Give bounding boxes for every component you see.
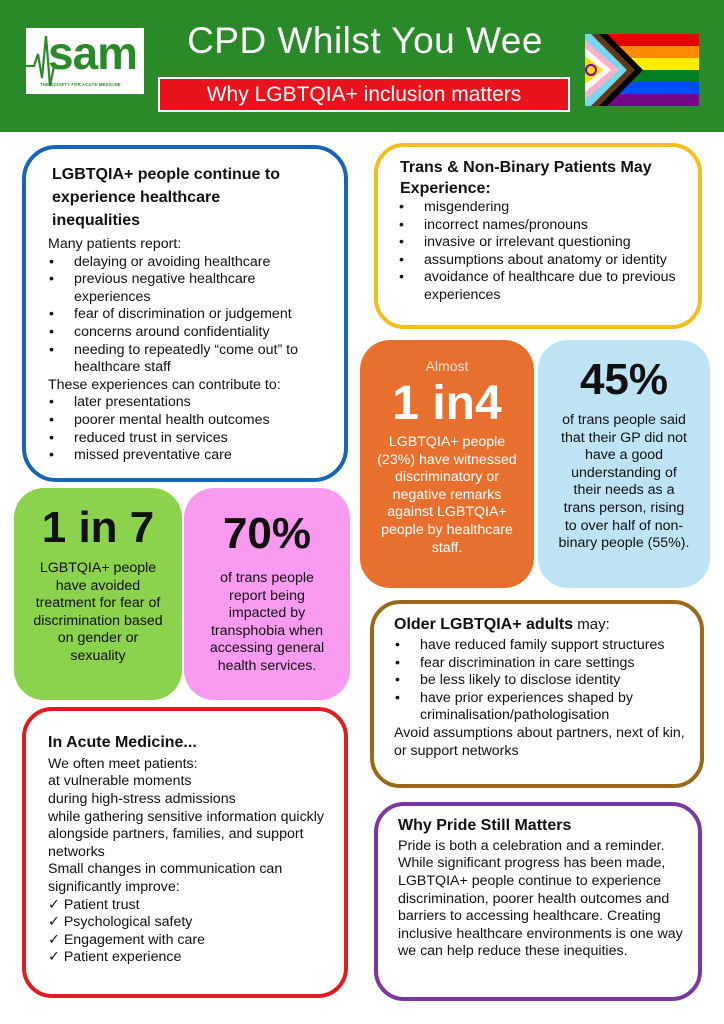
acute-medicine-title: In Acute Medicine...: [48, 734, 197, 751]
stat-figure: 45%: [579, 355, 669, 404]
header-banner: [0, 0, 724, 132]
list-item: • delaying or avoiding healthcare: [48, 254, 330, 272]
list-item: • have reduced family support structures: [394, 637, 688, 655]
list-item: • fear of discrimination or judgement: [48, 306, 330, 324]
list-item: • concerns around confidentiality: [48, 324, 330, 342]
acute-moment: at vulnerable moments: [48, 773, 192, 790]
list-item: • invasive or irrelevant questioning: [398, 234, 684, 252]
logo-tagline: THE SOCIETY FOR ACUTE MEDICINE: [40, 82, 121, 87]
inequalities-card: [22, 145, 348, 482]
list-item: • previous negative healthcare experiences: [48, 271, 330, 306]
outcomes-list: [48, 394, 330, 464]
check-item: ✓ Engagement with care: [48, 931, 205, 948]
stat-tile-1-in-7: [14, 488, 182, 700]
older-adults-heading: [394, 616, 688, 634]
stat-tile-1-in-4: [360, 340, 534, 588]
acute-medicine-card: [22, 707, 348, 998]
list-item: • missed preventative care: [48, 447, 330, 465]
page-title: CPD Whilst You Wee: [187, 20, 543, 61]
acute-improve: Small changes in communication can significantly improve:: [48, 861, 283, 895]
list-item: • reduced trust in services: [48, 430, 330, 448]
acute-moment: during high-stress admissions: [48, 790, 236, 807]
pride-text: Pride is both a celebration and a reminder. While significant progress has been made, LGBTQIA+ people continue to experience discrimination, poorer health outcomes and barriers to accessing healthcare. Creating inclusive healthcare environments is one way we can help reduce these inequities.: [398, 837, 683, 960]
older-adults-title-suffix: may:: [573, 616, 610, 633]
trans-nonbinary-card: [374, 143, 702, 329]
stat-figure: 1 in 7: [41, 503, 155, 552]
older-adults-title: Older LGBTQIA+ adults: [394, 616, 574, 633]
stat-figure: 70%: [222, 509, 312, 558]
list-item: • have prior experiences shaped by criminalisation/pathologisation: [394, 690, 688, 725]
acute-intro: We often meet patients:: [48, 755, 198, 772]
inequalities-intro: Many patients report:: [48, 236, 182, 252]
inequalities-outro: These experiences can contribute to:: [48, 376, 281, 393]
list-item: • later presentations: [48, 394, 330, 412]
stat-description: LGBTQIA+ people (23%) have witnessed discriminatory or negative remarks against LGBTQIA+ people by healthcare staff.: [377, 434, 517, 556]
stat-figure: 1 in4: [392, 377, 502, 430]
list-item: • fear discrimination in care settings: [394, 655, 688, 673]
list-item: • be less likely to disclose identity: [394, 672, 688, 690]
older-adults-card: [370, 600, 704, 788]
stat-description: LGBTQIA+ people have avoided treatment for fear of discrimination based on gender or sexuality: [33, 560, 163, 664]
trans-experience-list: [398, 199, 684, 305]
list-item: • assumptions about anatomy or identity: [398, 252, 684, 270]
reports-list: [48, 254, 330, 377]
stat-description: of trans people report being impacted by transphobia when accessing general health services.: [209, 570, 325, 674]
improvement-checklist: [48, 897, 332, 967]
list-item: • avoidance of healthcare due to previous experiences: [398, 269, 684, 304]
progress-pride-flag-icon: [585, 34, 699, 106]
stat-tile-45-percent: [538, 340, 710, 588]
list-item: • needing to repeatedly “come out” to healthcare staff: [48, 342, 330, 377]
page-subtitle: Why LGBTQIA+ inclusion matters: [158, 77, 570, 112]
trans-nonbinary-title: Trans & Non-Binary Patients May Experience:: [400, 159, 652, 197]
older-adults-footer: Avoid assumptions about partners, next of kin, or support networks: [394, 724, 685, 759]
inequalities-title: LGBTQIA+ people continue to experience healthcare inequalities: [52, 166, 280, 229]
acute-moment: alongside partners, families, and support networks: [48, 826, 304, 860]
list-item: • poorer mental health outcomes: [48, 412, 330, 430]
list-item: • incorrect names/pronouns: [398, 217, 684, 235]
sam-logo: [26, 28, 144, 94]
pride-card: [374, 802, 702, 1001]
stat-tile-70-percent: [184, 488, 350, 700]
stat-description: of trans people said that their GP did not have a good understanding of their needs as a trans person, rising to over half of non-binary people (55%).: [558, 412, 690, 552]
check-item: ✓ Patient trust: [48, 896, 140, 913]
stat-pretext: Almost: [425, 358, 469, 374]
logo-wordmark: sam: [48, 27, 138, 79]
acute-moment: while gathering sensitive information quickly: [48, 808, 325, 825]
list-item: • misgendering: [398, 199, 684, 217]
check-item: ✓ Psychological safety: [48, 914, 193, 931]
check-item: ✓ Patient experience: [48, 949, 182, 966]
older-adults-list: [394, 637, 688, 725]
pride-title: Why Pride Still Matters: [398, 817, 572, 834]
